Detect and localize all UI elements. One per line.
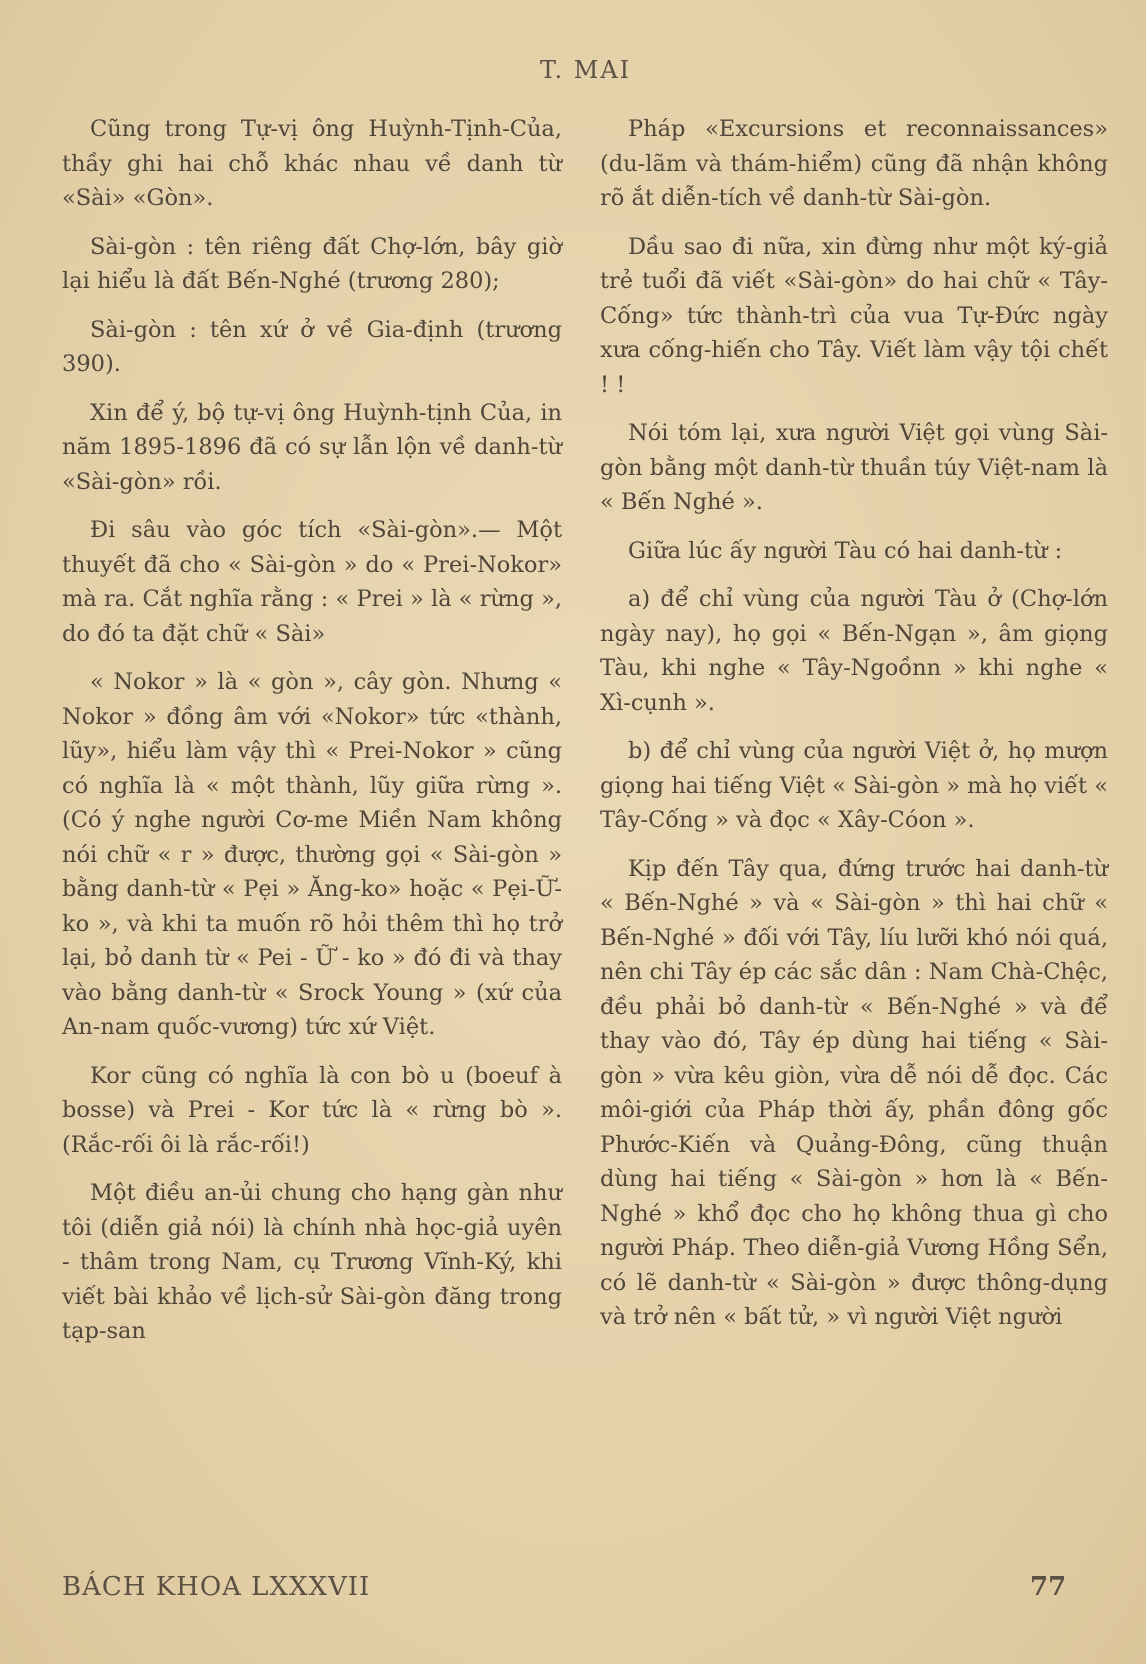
- paragraph: Kor cũng có nghĩa là con bò u (boeuf à bosse) và Prei - Kor tức là « rừng bò ». (Rắc-rối ôi là rắc-rối!): [62, 1062, 562, 1158]
- paragraph: Sài-gòn : tên xứ ở về Gia-định (trương 390).: [62, 316, 562, 377]
- left-column: [62, 112, 562, 1363]
- paragraph: Xin để ý, bộ tự-vị ông Huỳnh-tịnh Của, in năm 1895-1896 đã có sự lẫn lộn về danh-từ «Sài-gòn» rồi.: [62, 399, 562, 495]
- paragraph: Dầu sao đi nữa, xin đừng như một ký-giả trẻ tuổi đã viết «Sài-gòn» do hai chữ « Tây-Cống» tức thành-trì của vua Tự-Đức ngày xưa cống-hiến cho Tây. Viết làm vậy tội chết ! !: [600, 233, 1108, 398]
- page-header-author: T. MAI: [540, 56, 632, 84]
- footer-publication: BÁCH KHOA LXXXVII: [62, 1572, 371, 1602]
- paragraph: a) để chỉ vùng của người Tàu ở (Chợ-lớn ngày nay), họ gọi « Bến-Ngạn », âm giọng Tàu, khi nghe « Tây-Ngoồnn » khi nghe « Xì-cụnh ».: [600, 586, 1108, 716]
- paragraph: Pháp «Excursions et reconnaissances» (du-lãm và thám-hiểm) cũng đã nhận không rõ ắt diễn-tích về danh-từ Sài-gòn.: [600, 116, 1108, 211]
- paragraph: « Nokor » là « gòn », cây gòn. Nhưng « Nokor » đồng âm với «Nokor» tức «thành, lũy», hiểu làm vậy thì « Prei-Nokor » cũng có nghĩa là « một thành, lũy giữa rừng ». (Có ý nghe người Cơ-me Miền Nam không nói chữ « r » được, thường gọi « Sài-gòn » bằng danh-từ « Pẹi » Ăng-ko» hoặc « Pẹi-Ữ-ko », và khi ta muốn rõ hỏi thêm thì họ trở lại, bỏ danh từ « Pei - Ữ - ko » đó đi và thay vào bằng danh-từ « Srock Young » (xứ của An-nam quốc-vương) tức xứ Việt.: [62, 669, 562, 1040]
- paragraph: Giữa lúc ấy người Tàu có hai danh-từ :: [628, 537, 1063, 564]
- page-number: 77: [1030, 1572, 1067, 1602]
- paragraph: Một điều an-ủi chung cho hạng gàn như tôi (diễn giả nói) là chính nhà học-giả uyên - thâm trong Nam, cụ Trương Vĩnh-Ký, khi viết bài khảo về lịch-sử Sài-gòn đăng trong tạp-san: [62, 1180, 562, 1344]
- paragraph: Sài-gòn : tên riêng đất Chợ-lớn, bây giờ lại hiểu là đất Bến-Nghé (trương 280);: [62, 233, 562, 294]
- paragraph: b) để chỉ vùng của người Việt ở, họ mượn giọng hai tiếng Việt « Sài-gòn » mà họ viết « Tây-Cống » và đọc « Xây-Cóon ».: [600, 738, 1108, 833]
- paragraph: Cũng trong Tự-vị ông Huỳnh-Tịnh-Của, thầy ghi hai chỗ khác nhau về danh từ «Sài» «Gòn».: [62, 116, 562, 211]
- paragraph: Nói tóm lại, xưa người Việt gọi vùng Sài-gòn bằng một danh-từ thuần túy Việt-nam là « Bến Nghé ».: [600, 420, 1108, 515]
- right-column: [600, 112, 1108, 1349]
- paragraph: Kịp đến Tây qua, đứng trước hai danh-từ « Bến-Nghé » và « Sài-gòn » thì hai chữ « Bến-Nghé » đối với Tây, líu lưỡi khó nói quá, nên chi Tây ép các sắc dân : Nam Chà-Chệc, đều phải bỏ danh-từ « Bến-Nghé » và để thay vào đó, Tây ép dùng hai tiếng « Sài-gòn » vừa kêu giòn, vừa dễ nói dễ đọc. Các môi-giới của Pháp thời ấy, phần đông gốc Phước-Kiến và Quảng-Đông, cũng thuận dùng hai tiếng « Sài-gòn » hơn là « Bến-Nghé » khổ đọc cho họ không thua gì cho người Pháp. Theo diễn-giả Vương Hồng Sển, có lẽ danh-từ « Sài-gòn » được thông-dụng và trở nên « bất tử, » vì người Việt người: [600, 855, 1108, 1330]
- paragraph: Đi sâu vào góc tích «Sài-gòn».— Một thuyết đã cho « Sài-gòn » do « Prei-Nokor» mà ra. Cắt nghĩa rằng : « Prei » là « rừng », do đó ta đặt chữ « Sài»: [62, 517, 562, 647]
